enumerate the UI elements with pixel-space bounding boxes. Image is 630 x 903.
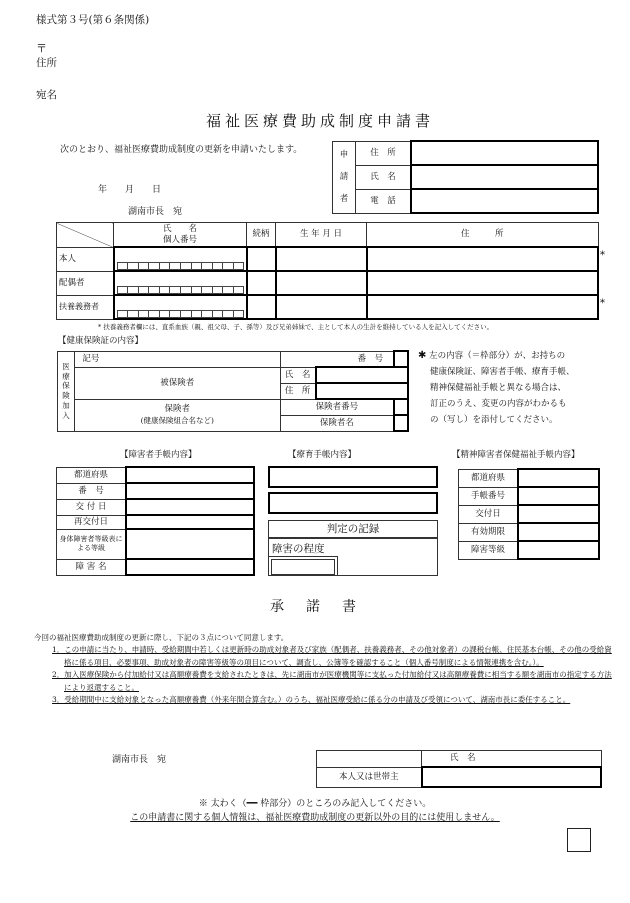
applicant-table <box>332 140 599 214</box>
consent-list <box>52 644 614 707</box>
symbol-label: 記号 <box>75 351 281 367</box>
id-number-boxes[interactable] <box>117 310 244 317</box>
self-address-field[interactable] <box>367 247 599 271</box>
disability-row-label: 交 付 日 <box>57 499 127 515</box>
date-line: 年 月 日 <box>98 185 162 195</box>
diagonal-cell <box>57 223 114 248</box>
mental-issue-field[interactable] <box>518 505 599 523</box>
supporter-birth-field[interactable] <box>276 295 367 319</box>
insurer-name-field[interactable] <box>394 415 408 431</box>
disability-number-field[interactable] <box>126 483 254 499</box>
birthdate-header: 生 年 月 日 <box>276 223 367 248</box>
self-name-field[interactable] <box>114 247 247 271</box>
insured-address-field[interactable] <box>316 383 408 399</box>
intro-text: 次のとおり、福祉医療費助成制度の更新を申請いたします。 <box>60 145 303 155</box>
name-id-header: 氏 名 個人番号 <box>114 223 247 248</box>
applicant-side-label: 申 請 者 <box>333 141 356 213</box>
insured-address-label: 住 所 <box>280 383 316 399</box>
supporter-address-field[interactable] <box>367 295 599 319</box>
applicant-address-field[interactable] <box>411 141 598 165</box>
consent-intro: 今回の福祉医療費助成制度の更新に際し、下記の３点について同意します。 <box>34 633 289 642</box>
mental-row-label: 障害等級 <box>459 541 519 559</box>
signature-name-label: 氏 名 <box>422 751 602 768</box>
disability-reissue-field[interactable] <box>126 515 254 529</box>
side-note-line: 精神保健福祉手帳と異なる場合は、 <box>430 383 567 393</box>
disability-title: 【障害者手帳内容】 <box>120 450 197 460</box>
spouse-name-field[interactable] <box>114 271 247 295</box>
ryoiku-number-field[interactable] <box>268 466 438 488</box>
principal-label: 本人又は世帯主 <box>317 767 422 787</box>
signature-blank-cell <box>317 751 422 768</box>
degree-field-outer <box>268 556 338 576</box>
disability-row-label: 再交付日 <box>57 515 127 529</box>
to-label: 宛名 <box>36 89 57 101</box>
spouse-relation-field[interactable] <box>247 271 276 295</box>
disability-row-label: 番 号 <box>57 483 127 499</box>
consent-item: 2．加入医療保険から付加給付又は高額療養費を支給されたときは、先に湖南市が医療機関等に支払った付加給付又は高額療養費に相当する額を湖南市の指定する方法により返還すること。 <box>52 670 612 692</box>
number-field[interactable] <box>394 351 408 367</box>
family-address-header: 住 所 <box>367 223 599 248</box>
side-note-line: 健康保険証、障害者手帳、療育手帳、 <box>430 367 575 377</box>
applicant-address-label: 住 所 <box>356 141 412 165</box>
mental-expiry-field[interactable] <box>518 523 599 541</box>
consent-item: 3．受給期間中に支給対象となった高額療養費（外来年間合算含む。）のうち、福祉医療受給に係る分の申請及び受領について、湖南市長に委任すること。 <box>52 695 571 704</box>
disability-row-label: 障 害 名 <box>57 559 127 575</box>
insurance-title: 【健康保険証の内容】 <box>58 336 144 346</box>
number-label: 番 号 <box>357 353 384 364</box>
judgment-record-label: 判定の記録 <box>268 520 438 538</box>
applicant-name-field[interactable] <box>411 165 598 189</box>
insurance-side-label: 医療保険加入 <box>58 351 75 431</box>
supporter-relation-field[interactable] <box>247 295 276 319</box>
id-number-boxes[interactable] <box>117 262 244 269</box>
table-row <box>57 247 599 271</box>
degree-field[interactable] <box>271 559 335 575</box>
disability-issue-field[interactable] <box>126 499 254 515</box>
insurer-name-label: 保険者名 <box>280 415 394 431</box>
row-label-self: 本人 <box>57 247 114 271</box>
insurer-no-label: 保険者番号 <box>280 399 394 415</box>
disability-table <box>56 466 255 576</box>
mental-prefecture-field[interactable] <box>518 469 599 487</box>
mental-row-label: 交付日 <box>459 505 519 523</box>
insurer-label: 保険者 (健康保険組合名など) <box>75 399 281 431</box>
ryoiku-title: 【療育手帳内容】 <box>288 450 357 460</box>
family-table <box>56 222 599 320</box>
insurance-table <box>57 350 409 432</box>
symbol-field[interactable] <box>280 351 394 367</box>
side-note-line: の（写し）を添付してください。 <box>430 415 558 425</box>
relation-header: 続柄 <box>247 223 276 248</box>
signature-table <box>316 750 602 788</box>
mental-title: 【精神障害者保健福祉手帳内容】 <box>452 450 580 460</box>
ryoiku-degree-box <box>268 538 438 576</box>
mental-row-label: 都道府県 <box>459 469 519 487</box>
disability-name-field[interactable] <box>126 559 254 575</box>
disability-row-label: 都道府県 <box>57 467 127 483</box>
row-label-supporter: 扶養義務者 <box>57 295 114 319</box>
applicant-phone-label: 電 話 <box>356 189 412 213</box>
mental-number-field[interactable] <box>518 487 599 505</box>
insured-name-label: 氏 名 <box>280 367 316 383</box>
postal-mark: 〒 <box>36 42 47 55</box>
applicant-phone-field[interactable] <box>411 189 598 213</box>
footer-note-1: ※ 太わく（━━ 枠部分）のところのみ記入してください。 <box>198 799 432 809</box>
mental-table <box>458 468 600 560</box>
side-note <box>418 348 618 428</box>
applicant-name-label: 氏 名 <box>356 165 412 189</box>
side-note-line: 訂正のうえ、変更の内容がわかるも <box>430 399 567 409</box>
mental-grade-field[interactable] <box>518 541 599 559</box>
consent-mayor-address: 湖南市長 宛 <box>112 755 167 765</box>
side-note-line: ✱ 左の内容（＝枠部分）が、お持ちの <box>418 350 566 361</box>
spouse-address-field[interactable] <box>367 271 599 295</box>
table-row <box>57 295 599 319</box>
office-use-box[interactable] <box>567 828 591 852</box>
mental-row-label: 手帳番号 <box>459 487 519 505</box>
self-relation-field[interactable] <box>247 247 276 271</box>
mayor-address: 湖南市長 宛 <box>128 207 183 217</box>
page-title: 福祉医療費助成制度申請書 <box>205 112 434 130</box>
insured-label: 被保険者 <box>75 367 281 399</box>
form-number: 様式第３号(第６条関係) <box>36 14 150 26</box>
consent-item: 1．この申請に当たり、申請時、受給期間中若しくは更新時の助成対象者及び家族（配偶者、扶養義務者、その他対象者）の課税台帳、住民基本台帳、その他の受給資格に係る項目、必要事項、助成対象者の障害等級等の項目について、調査し、公簿等を確認すること（個人番号制度による情報連携を含む。）。 <box>52 645 612 667</box>
row-label-spouse: 配偶者 <box>57 271 114 295</box>
ryoiku-issue-field[interactable] <box>268 492 438 514</box>
disability-prefecture-field[interactable] <box>126 467 254 483</box>
spouse-birth-field[interactable] <box>276 271 367 295</box>
star-mark: * <box>600 298 605 309</box>
mental-row-label: 有効期限 <box>459 523 519 541</box>
supporter-name-field[interactable] <box>114 295 247 319</box>
id-number-boxes[interactable] <box>117 286 244 293</box>
self-birth-field[interactable] <box>276 247 367 271</box>
star-mark: * <box>600 250 605 261</box>
family-note: * 扶養義務者欄には、直系血族（親、祖父母、子、孫等）及び兄弟姉妹で、主として本人の生計を維持している人を記入してください。 <box>98 323 494 331</box>
footer-note-2: この申請書に関する個人情報は、福祉医療費助成制度の更新以外の目的には使用しません。 <box>130 813 500 823</box>
insured-name-field[interactable] <box>316 367 408 383</box>
table-row <box>57 271 599 295</box>
signature-name-field[interactable] <box>422 767 602 787</box>
disability-row-label: 身体障害者等級表による等級 <box>57 529 127 559</box>
consent-title: 承 諾 書 <box>270 599 360 615</box>
insurer-no-field[interactable] <box>394 399 408 415</box>
degree-label: 障害の程度 <box>272 543 325 555</box>
disability-grade-field[interactable] <box>126 529 254 559</box>
address-label: 住所 <box>36 57 57 69</box>
